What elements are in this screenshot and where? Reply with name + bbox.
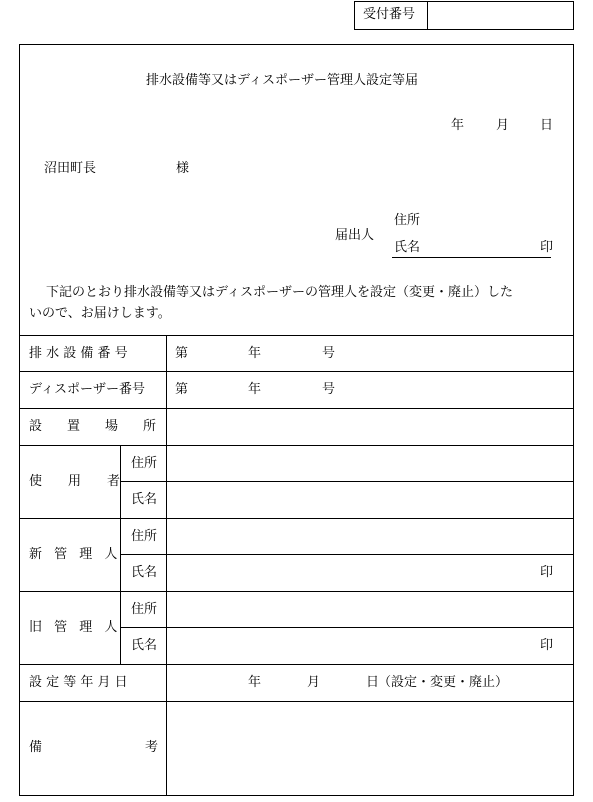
disposer-number-suffix: 号 [322, 382, 336, 397]
old-manager-seal: 印 [540, 638, 554, 653]
table-label-divider [166, 335, 167, 796]
table-rule-top [19, 335, 574, 336]
setting-date-note: （設定・変更・廃止） [378, 675, 509, 690]
table-rule-3 [19, 408, 574, 409]
new-manager-name-field[interactable] [168, 556, 536, 589]
user-address-label: 住所 [131, 456, 158, 471]
old-manager-name-label: 氏名 [131, 638, 158, 653]
old-manager-address-label: 住所 [131, 602, 158, 617]
table-rule-4 [19, 445, 574, 446]
applicant-label: 届出人 [335, 228, 375, 243]
date-day-label: 日 [540, 118, 554, 133]
table-rule-8 [19, 701, 574, 702]
drain-number-label: 排 水 設 備 番 号 [29, 346, 128, 361]
date-year-label: 年 [451, 118, 465, 133]
setting-date-month: 月 [307, 675, 321, 690]
setting-date-label: 設 定 等 年 月 日 [29, 675, 128, 690]
receipt-number-field[interactable] [428, 2, 573, 29]
disposer-number-field[interactable] [188, 374, 568, 405]
table-rule-new-mid [120, 554, 574, 555]
old-manager-label: 旧 管 理 人 [29, 620, 122, 635]
disposer-number-label: ディスポーザー番号 [29, 382, 145, 397]
applicant-address-field[interactable] [424, 211, 549, 229]
applicant-seal: 印 [540, 240, 554, 255]
drain-number-year: 年 [248, 346, 262, 361]
drain-number-prefix: 第 [175, 346, 189, 361]
drain-number-suffix: 号 [322, 346, 336, 361]
remarks-label-right: 考 [145, 740, 159, 755]
setting-date-field[interactable] [200, 667, 360, 698]
remarks-label-left: 備 [29, 740, 43, 755]
statement-line-1: 下記のとおり排水設備等又はディスポーザーの管理人を設定（変更・廃止）した [46, 285, 513, 300]
user-name-label: 氏名 [131, 492, 158, 507]
applicant-address-label: 住所 [394, 213, 421, 228]
applicant-name-label: 氏名 [394, 240, 421, 255]
drain-number-field[interactable] [188, 338, 568, 369]
remarks-field[interactable] [168, 703, 572, 794]
old-manager-address-field[interactable] [168, 593, 572, 625]
disposer-number-year: 年 [248, 382, 262, 397]
new-manager-seal: 印 [540, 565, 554, 580]
setting-date-day: 日 [366, 675, 380, 690]
new-manager-address-label: 住所 [131, 529, 158, 544]
new-manager-name-label: 氏名 [131, 565, 158, 580]
user-name-field[interactable] [168, 483, 572, 516]
table-rule-5 [19, 518, 574, 519]
form-title: 排水設備等又はディスポーザー管理人設定等届 [146, 73, 418, 88]
table-rule-old-mid [120, 627, 574, 628]
receipt-number-label: 受付番号 [363, 7, 416, 22]
date-month-label: 月 [496, 118, 510, 133]
table-rule-6 [19, 591, 574, 592]
addressee-name: 沼田町長 [44, 161, 97, 176]
user-label: 使 用 者 [29, 474, 121, 489]
applicant-name-underline [392, 257, 551, 258]
statement-line-2: いので、お届けします。 [29, 306, 171, 321]
table-rule-user-mid [120, 481, 574, 482]
table-rule-2 [19, 371, 574, 372]
location-label: 設 置 場 所 [29, 419, 163, 434]
user-address-field[interactable] [168, 447, 572, 479]
location-field[interactable] [168, 410, 572, 443]
applicant-name-field[interactable] [424, 238, 536, 256]
table-rule-7 [19, 664, 574, 665]
setting-date-year: 年 [248, 675, 262, 690]
disposer-number-prefix: 第 [175, 382, 189, 397]
new-manager-address-field[interactable] [168, 520, 572, 552]
addressee-honorific: 様 [176, 161, 190, 176]
new-manager-label: 新 管 理 人 [29, 547, 122, 562]
old-manager-name-field[interactable] [168, 629, 536, 662]
